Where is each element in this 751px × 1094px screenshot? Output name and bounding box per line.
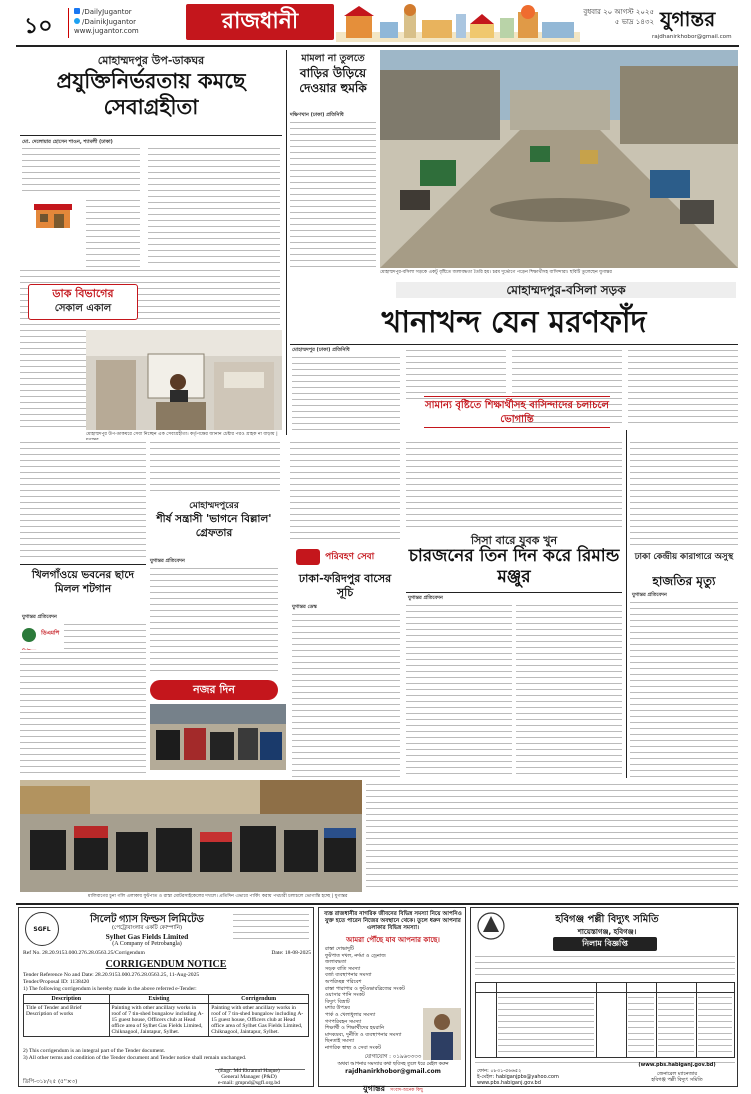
kicker: মোহাম্মদপুর উপ-ডাকঘর: [97, 54, 205, 67]
photo-caption: মোহাম্মদপুর-বসিলা সড়কে একটু বৃষ্টিতে জলাবদ্ধতা তৈরি হয়। চরম দুর্ভোগে পড়েন শিক্ষার্থীসহ বাসিন্দারা। ছবিটি তুলেছেন যুগান্তর: [380, 270, 612, 275]
website[interactable]: (www.pbs.habiganj.gov.bd): [638, 1062, 716, 1068]
reporter-photo: [423, 1008, 461, 1060]
road-photo: [380, 50, 738, 268]
point-3: 3) All other terms and condition of the Tender document and Tender notice shall remain unchanged.: [23, 1055, 247, 1061]
list-item: মাদকদ্রব্য, দুর্নীতি ও ব্যবস্থাপনার সমস্যা: [325, 1031, 402, 1038]
list-item: গণপরিবহন সমস্যা: [325, 1018, 362, 1025]
point-1: 1) The following corrigendum is hereby made in the above referred e-Tender:: [23, 986, 197, 992]
pbs-logo: [477, 912, 505, 940]
list-item: ওয়াসার পানি সংকট: [325, 992, 365, 999]
page-number: ১০: [24, 14, 53, 39]
ad-cta: আমরা পৌঁছে যাব আপনার কাছে।: [346, 936, 440, 944]
signer-title: জেনারেল ম্যানেজার: [656, 1071, 698, 1078]
headline: খানাখন্দ যেন মরণফাঁদ: [381, 305, 647, 340]
notice-date: Date: 18-08-2025: [271, 950, 311, 956]
auction-table: [475, 982, 735, 1058]
body-text: [20, 650, 146, 778]
section-logo: ডাক বিভাগের সেকাল একাল: [28, 284, 138, 320]
body-text: [290, 440, 400, 540]
website-link[interactable]: www.jugantor.com: [74, 27, 139, 35]
list-item: নাগরিক স্বাস্থ্য ও সেবা সংকট: [325, 1044, 381, 1051]
twitter-icon: [74, 18, 80, 24]
facebook-icon: [74, 8, 80, 14]
contact-email[interactable]: rajdhanirkhobor@gmail.com: [345, 1068, 441, 1075]
list-item: মশার উপদ্রব: [325, 1005, 350, 1012]
post-office-icon: [22, 200, 84, 230]
post-office-photo: [86, 330, 282, 430]
person-icon: [423, 1008, 461, 1060]
body-text: [148, 146, 280, 268]
table-header: Corrigendum: [209, 995, 309, 1004]
ad-sidebar-text: [233, 912, 309, 944]
divider: [68, 8, 69, 38]
nojor-din-banner: নজর দিন: [150, 680, 278, 700]
kicker: ঢাকা কেন্দ্রীয় কারাগারে অসুস্থ: [634, 552, 734, 562]
twitter-link[interactable]: /DainikJugantor: [74, 18, 139, 28]
body-text: [628, 348, 738, 428]
byline: যুগান্তর ডেস্ক: [292, 604, 317, 610]
facebook-link[interactable]: /DailyJugantor: [74, 8, 139, 18]
tender-id: Tender/Proposal ID: 1138420: [23, 979, 90, 985]
transport-badge: পরিবহণ সেবা: [296, 546, 394, 570]
list-item: ফুটপাত দখল, নর্দমা ও ড্রেনাজ: [325, 952, 386, 959]
headline: চারজনের তিন দিন করে রিমান্ড মঞ্জুর: [408, 546, 620, 587]
table-cell: Painting with other ancillary works in roof of 7 tin-shed bungalow including A-15 guest house, Officers club at Head office area of Sylhet Gas Fields Limited, Chiknagool, Jaintapur, Sylhet.: [109, 1004, 209, 1037]
corrigendum-table: [23, 994, 309, 1037]
list-item: জলাবদ্ধতা: [325, 959, 347, 966]
table-header: Description: [24, 995, 110, 1004]
body-text: [516, 603, 622, 778]
kicker: মোহাম্মদপুর-বসিলা সড়ক: [396, 282, 736, 298]
signer-name: (Engr. Md Ekramul Haque): [218, 1068, 280, 1074]
byline: যুগান্তর প্রতিবেদন: [22, 614, 57, 620]
pbs-auction-ad: [470, 907, 738, 1087]
kicker: মোহাম্মদপুরের: [189, 501, 239, 511]
footer-code: ডিপি-৩১৮/২৫ (৫''×৩): [23, 1079, 78, 1085]
signer-org: হবিগঞ্জ পল্লী বিদ্যুৎ সমিতি: [651, 1077, 703, 1084]
body-text: [20, 440, 146, 562]
body-text: [630, 440, 738, 548]
sgfl-logo: SGFL: [25, 912, 59, 946]
jugantor-reader-ad: [318, 907, 466, 1093]
bikes-photo: [150, 704, 286, 770]
divider: [286, 50, 287, 435]
headline: হাজতির মৃত্যু: [652, 574, 716, 588]
date-line: বুধবার ২০ আগস্ট ২০২৫: [583, 8, 654, 16]
divider: [406, 592, 622, 593]
body-text: [150, 566, 278, 676]
sgfl-ad: [18, 907, 314, 1087]
body-text: [406, 603, 512, 778]
body-text: [292, 355, 400, 435]
body-text: [22, 146, 140, 194]
divider: [20, 135, 282, 136]
email[interactable]: ই-মেইল: habiganjpbs@yahoo.com: [477, 1074, 559, 1081]
list-item: পার্ক ও খেলাধুলার সমস্যা: [325, 1011, 376, 1018]
divider: [16, 903, 739, 905]
body-text: [64, 622, 146, 650]
skyline-illustration: [336, 2, 580, 42]
brand-logo: যুগান্তর: [660, 7, 716, 31]
phone[interactable]: ফোন: ০৮৩১-৫৬৬৫২: [477, 1068, 522, 1074]
ref-number: Ref No. 28.20.9153.000.276.28.0563.25/Corrigendum: [23, 950, 145, 956]
company-en: Sylhet Gas Fields Limited: [105, 932, 189, 941]
masthead: [0, 0, 751, 46]
byline: যুগান্তর প্রতিবেদন: [150, 558, 185, 564]
byline: মো. দেলোয়ার হোসেন শাওন, শ্যামলী (ঢাকা): [22, 139, 113, 145]
headline: ঢাকা-ফরিদপুর বাসের সূচি: [298, 572, 392, 599]
list-item: অপরিচ্ছন্ন পরিবেশ: [325, 978, 362, 985]
notice-title: CORRIGENDUM NOTICE: [105, 959, 227, 970]
list-item: ছিনতাই সমস্যা: [325, 1038, 355, 1045]
org-name: হবিগঞ্জ পল্লী বিদ্যুৎ সমিতি: [555, 914, 659, 925]
brand-logo: যুগান্তর সংবাদ-অনেক কিছু: [362, 1084, 424, 1093]
point-2: 2) This corrigendum is an integral part of the Tender document.: [23, 1048, 166, 1054]
website[interactable]: www.pbs.habiganj.gov.bd: [477, 1080, 541, 1087]
byline: দক্ষিণখান (ঢাকা) প্রতিনিধি: [290, 112, 344, 118]
list-item: শিক্ষার্থী ও শিক্ষার্থীদের হয়রানি: [325, 1025, 385, 1032]
phone-link[interactable]: ০১৯৬৩৩৩৩: [392, 1054, 422, 1060]
body-text: [150, 440, 280, 494]
byline: মোহাম্মদপুর (ঢাকা) প্রতিনিধি: [292, 347, 350, 353]
company-en-sub: (A Company of Petrobangla): [112, 941, 182, 947]
signer-email: e-mail: gmpnd@sgfl.org.bd: [217, 1080, 281, 1086]
table-cell: Title of Tender and Brief Description of works: [24, 1004, 110, 1037]
body-text: [292, 612, 400, 778]
notice-title: নিলাম বিজ্ঞপ্তি: [553, 937, 657, 951]
issue-list: [325, 946, 421, 1052]
kicker: সিসা বারে যুবক খুন: [470, 534, 558, 547]
body-text: [366, 782, 738, 890]
date-line: ৫ ভাদ্র ১৪৩২: [614, 18, 654, 26]
date-block: [582, 7, 654, 27]
contact-alt: অথবা আপনার সমস্যার কথা ছবিসহ তুলে ধরে মেইল করুন: [337, 1062, 449, 1067]
body-text: [406, 348, 506, 400]
divider: [290, 344, 738, 345]
body-text: [630, 600, 738, 778]
table-cell: Painting with other ancillary works in roof of 7 tin-shed bungalow including A-15 guest house, Officers club at Head office area of Sylhet Gas Fields Limited, Chiknagool, Jaintapur, Sylhet.: [209, 1004, 309, 1037]
masthead-rule: [16, 45, 739, 47]
company-bn: সিলেট গ্যাস ফিল্ডস লিমিটেড: [90, 914, 204, 925]
headline: বাড়ির উড়িয়ে দেওয়ার হুমকি: [299, 66, 367, 95]
bus-icon: [296, 549, 320, 565]
byline: যুগান্তর প্রতিবেদন: [632, 592, 667, 598]
body-text: [406, 440, 622, 528]
signer-title: General Manager (P&D): [221, 1074, 277, 1080]
table-header: Existing: [109, 995, 209, 1004]
byline: যুগান্তর প্রতিবেদন: [408, 595, 443, 601]
body-text: [290, 120, 376, 268]
pbs-signer: [621, 1062, 733, 1084]
divider: [20, 564, 146, 565]
ad-header: ব্যস্ত রাজধানীর নাগরিক জীবনের বিভিন্ন সমস্যা নিয়ে আপনিও যুক্ত হতে পারেন নিজের অবস্থানে থেকে। তুলে ধরুন আপনার এলাকার বিভিন্ন সমস্যা।: [324, 911, 462, 931]
headline: খিলগাঁওয়ে ভবনের ছাদে মিলল শটগান: [31, 569, 135, 595]
photo-caption: মোহাম্মদপুর উপ-ডাকঘরে সেবা নিচ্ছেন এক সেবাগ্রহীতা। কর্তৃপক্ষের জানান চেষ্টার পরও গ্রাহক না বাড়ায় |: [86, 432, 278, 437]
pull-quote: সামান্য বৃষ্টিতে শিক্ষার্থীসহ বাসিন্দাদের চলাচলে ভোগান্তি: [424, 396, 610, 428]
notice-body: [475, 954, 735, 980]
list-item: বর্জ্য ব্যবস্থাপনার সমস্যা: [325, 972, 372, 979]
contact-email[interactable]: rajdhanirkhobor@gmail.com: [652, 34, 732, 40]
contact-line: যোগাযোগ : ০১৯৬৩৩৩৩: [364, 1054, 422, 1060]
list-item: সড়ক বাতি সমস্যা: [325, 965, 361, 972]
dmp-logo: ডিএমপি: [22, 624, 62, 644]
pbs-contact: [477, 1068, 607, 1087]
list-item: রাস্তা পারাপার ও ফুটওভারব্রিজের সংকট: [325, 985, 405, 992]
headline: প্রযুক্তিনির্ভরতায় কমছে সেবাগ্রহীতা: [56, 69, 246, 119]
section-title: রাজধানী: [186, 4, 334, 40]
divider: [626, 430, 627, 778]
list-item: রাস্তা দোভাদুটি: [325, 946, 354, 952]
company-bn-sub: (পেট্রোবাংলার একটি কোম্পানি): [111, 925, 183, 931]
photo-caption: মালিবাগের চুনা গলি এলাকায় ফুটপাত ও রাস্তা মোটরসাইকেলের দখলে। প্রতিদিন এভাবে পার্কিং করায় পথচারী চলাচলে ভোগান্তি হচ্ছে | যুগান্তর: [88, 894, 348, 899]
social-links: [74, 8, 139, 37]
org-address: শায়েস্তাগঞ্জ, হবিগঞ্জ।: [577, 928, 637, 936]
headline: শীর্ষ সন্ত্রাসী 'ভাগনে বিল্লাল' গ্রেফতার: [156, 513, 272, 539]
tender-ref: Tender Reference No and Date: 28.20.9153.000.276.28.0563.25, 11-Aug-2025: [23, 972, 200, 978]
dmp-icon: [22, 628, 36, 642]
bikes-photo-wide: [20, 780, 362, 892]
list-item: বিদ্যুৎ বিভ্রাট: [325, 998, 350, 1005]
kicker: মামলা না তুলতে: [301, 53, 365, 64]
postoffice-logo: [22, 200, 84, 260]
